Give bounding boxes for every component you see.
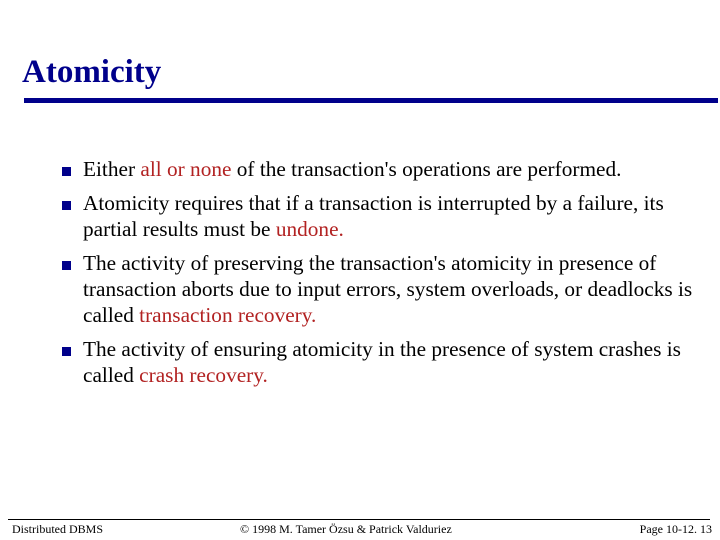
bullet-text: of the transaction's operations are performed. xyxy=(231,157,622,181)
bullet-text: . xyxy=(262,363,268,387)
highlight-text: undone xyxy=(275,217,339,241)
footer-page-number: Page 10-12. 13 xyxy=(639,522,712,536)
page-title: Atomicity xyxy=(22,54,162,90)
footer-course: Distributed DBMS xyxy=(12,522,104,536)
square-bullet-icon xyxy=(62,201,71,210)
bullet-text: The activity of preserving the transaction's atomicity in presence of transaction aborts due to input errors, system overloads, or deadlocks is called xyxy=(83,251,693,327)
highlight-text: transaction recovery xyxy=(139,303,312,327)
bullet-list xyxy=(60,156,700,396)
highlight-text: all or none xyxy=(140,157,232,181)
title-underline xyxy=(24,98,718,103)
square-bullet-icon xyxy=(62,261,71,270)
bullet-item xyxy=(60,190,700,242)
bullet-text: . xyxy=(338,217,344,241)
bullet-text: The activity of ensuring atomicity in the presence of system crashes is called xyxy=(83,337,681,387)
bullet-text: . xyxy=(311,303,317,327)
highlight-text: crash recovery xyxy=(139,363,263,387)
bullet-item xyxy=(60,250,700,328)
square-bullet-icon xyxy=(62,167,71,176)
bullet-item xyxy=(60,336,700,388)
bullet-item xyxy=(60,156,700,182)
footer-divider xyxy=(8,519,710,520)
bullet-text: Either xyxy=(83,157,141,181)
footer-copyright: © 1998 M. Tamer Özsu & Patrick Valduriez xyxy=(240,522,452,536)
bullet-text: Atomicity requires that if a transaction is interrupted by a failure, its partial results must be xyxy=(83,191,664,241)
square-bullet-icon xyxy=(62,347,71,356)
